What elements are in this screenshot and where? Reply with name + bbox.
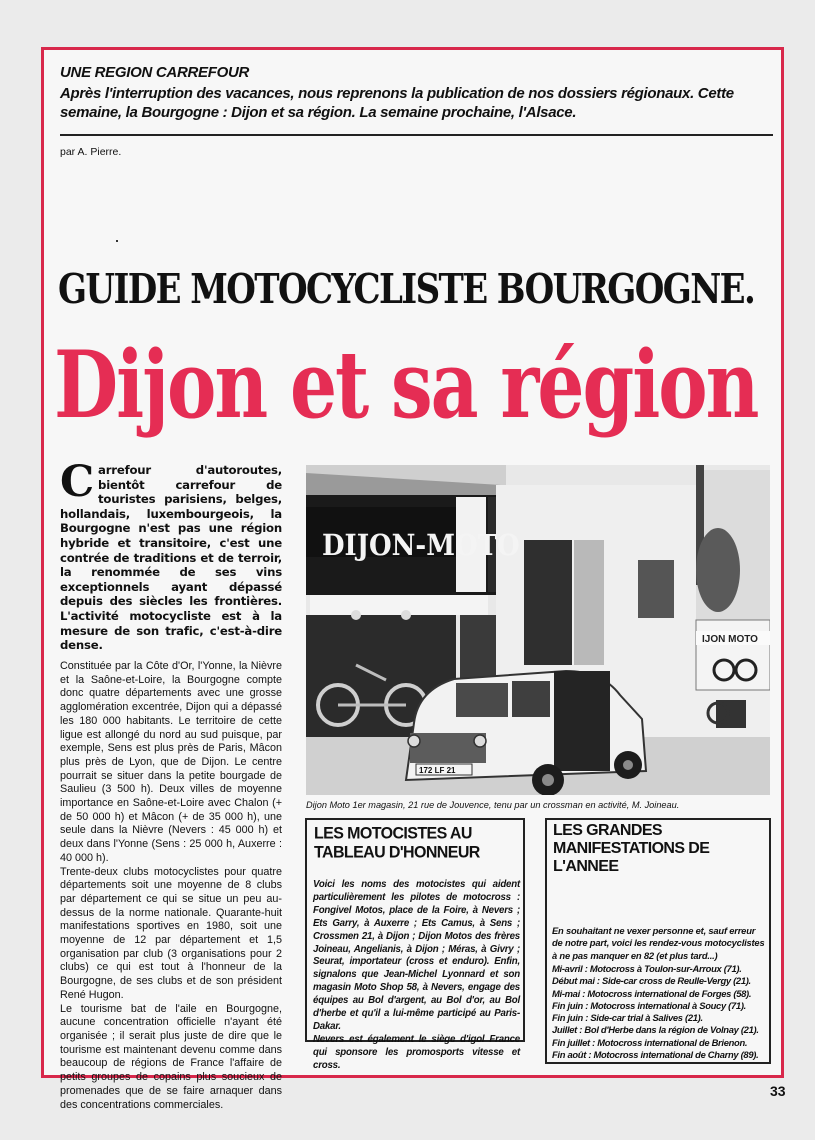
- side-sign: IJON MOTO: [702, 634, 758, 645]
- intro-divider: [60, 134, 773, 136]
- lede-text: arrefour d'autoroutes, bientôt carrefour de touristes parisiens, belges, hollandais, luxembourgeois, la Bourgogne n'est pas une région hybride et transitoire, c'est une contrée de traditions et de terroir, la renommée de ses vins exceptionnels ayant dépassé depuis des siècles les frontières. L'activité motocycliste est à la mesure de son trafic, c'est-à-dire dense.: [60, 463, 282, 653]
- honor-box-paragraph: Nevers est également le siège d'igol France qui sponsore les promosports vitesse et cross.: [313, 1033, 520, 1071]
- body-paragraph: Le tourisme bat de l'aile en Bourgogne, aucune concentration officielle n'ayant été organisée ; il serait plus juste de dire que le tourisme est maintenant devenu comme dans beaucoup de régions de France l'affaire de petits groupes de copains plus soucieux de promenades que de se faire arnaquer dans des concentrations commerciales.: [60, 1002, 282, 1111]
- shop-photo: [306, 465, 770, 795]
- events-list: [552, 963, 768, 1061]
- body-paragraph: Constituée par la Côte d'Or, l'Yonne, la Nièvre et la Saône-et-Loire, la Bourgogne compte donc quatre départements avec une grosse agglomération excentrée, Dijon qui a dépassé les 180 000 habitants. Le territoire de cette ligue est allongé du nord au sud puisque, par exemple, Sens est plus près de Paris, Mâcon plus près de Lyon, que de Dijon. Le centre pourrait se situer dans la petite bourgade de Saulieu (3 500 h). Deux villes de moyenne importance en Saône-et-Loire avec Chalon (+ de 50 000 h) et Mâcon (+ de 35 000 h), une seule dans la Nièvre (Nevers : 45 000 h) et deux dans l'Yonne (Sens : 25 000 h, Auxerre : 40 000 h).: [60, 660, 282, 864]
- body-paragraph: Trente-deux clubs motocyclistes pour quatre départements soit une moyenne de 8 clubs par département ce qui se situe un peu au-dessus de la norme nationale. Quarante-huit manifestations sportives en 1980, soit une moyenne de 12 par département et 1,5 organisation par club (3 organisations pour 2 clubs) ce qui est tout à l'honneur de la Bourgogne, de ses clubs et de son président René Hugon.: [60, 865, 282, 1001]
- event-item: Fin juin : Side-car trial à Salives (21).: [552, 1012, 703, 1024]
- intro-label: UNE REGION CARREFOUR: [60, 64, 250, 81]
- main-title: Dijon et sa région: [54, 332, 758, 440]
- event-item: Juillet : Bol d'Herbe dans la région de Volnay (21).: [552, 1024, 759, 1036]
- event-item: Mi-mai : Motocross international de Forges (58).: [552, 987, 752, 999]
- lede-paragraph: [60, 457, 282, 653]
- event-item: Fin août : Motocross international de Charny (89).: [552, 1049, 759, 1061]
- honor-box-text: [313, 879, 520, 1073]
- events-box: [545, 818, 771, 1064]
- body-column: [60, 660, 282, 1112]
- shop-sign: DIJON-MOTO: [322, 529, 520, 563]
- license-plate: 172 LF 21: [419, 766, 456, 775]
- print-speck: [116, 240, 118, 242]
- honor-box-paragraph: Voici les noms des motocistes qui aident particulièrement les pilotes de motocross : Fongivel Motos, place de la Foire, à Nevers ; Ets Garry, à Auxerre ; Ets Camus, à Sens ; Crossmen 21, à Dijon ; Dijon Motos des frères Joineau, Angelianis, à Dijon ; Méras, à Givry ; Seurat, importateur (cross et enduro). Enfin, signalons que Jean-Michel Lyonnard et son magasin Moto Shop 58, à Nevers, engage des équipes au Bol d'argent, au Bol d'or, au Bol d'herbe et qu'il a lui-même participé au Paris-Dakar.: [313, 879, 520, 1032]
- drop-cap: C: [60, 457, 95, 507]
- event-item: Début mai : Side-car cross de Reulle-Vergy (21).: [552, 975, 751, 987]
- event-item: Fin juin : Motocross international à Soucy (71).: [552, 999, 746, 1011]
- honor-box-title: LES MOTOCISTES AU TABLEAU D'HONNEUR: [314, 825, 480, 862]
- page-number: 33: [770, 1083, 786, 1099]
- photo-caption: Dijon Moto 1er magasin, 21 rue de Jouvence, tenu par un crossman en activité, M. Joineau.: [306, 800, 680, 810]
- events-box-title: LES GRANDES MANIFESTATIONS DE L'ANNEE: [553, 822, 710, 875]
- guide-title: GUIDE MOTOCYCLISTE BOURGOGNE.: [58, 266, 755, 314]
- intro-text: Après l'interruption des vacances, nous reprenons la publication de nos dossiers régionaux. Cette semaine, la Bourgogne : Dijon et sa région. La semaine prochaine, l'Alsace.: [60, 85, 734, 121]
- event-item: Fin juillet : Motocross international de Brienon.: [552, 1036, 748, 1048]
- shop-photo-illustration: [306, 465, 770, 795]
- byline: par A. Pierre.: [60, 146, 122, 158]
- honor-box: [305, 818, 525, 1071]
- events-box-intro: En souhaitant ne vexer personne et, sauf erreur de notre part, voici les rendez-vous motocyclistes à ne pas manquer en 82 (et plus tard...): [552, 925, 765, 961]
- event-item: Mi-avril : Motocross à Toulon-sur-Arroux (71).: [552, 963, 742, 974]
